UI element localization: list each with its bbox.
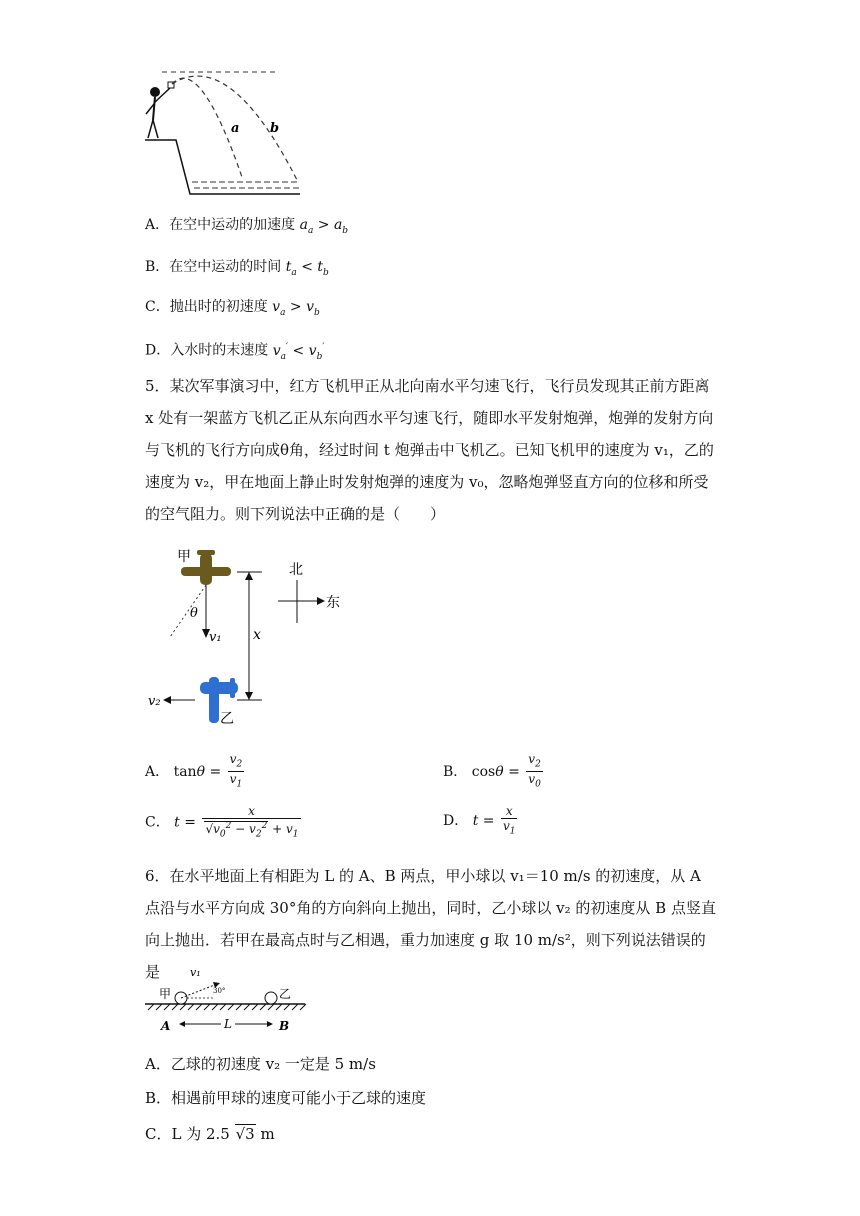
q5-option-b: B． cosθ = $\frac{v_2}{v_0}$	[443, 752, 541, 790]
throw-figure	[140, 62, 310, 198]
label-yi: 乙	[220, 711, 234, 725]
q6-option-c: C．L 为 2.5 √3 m	[145, 1125, 275, 1143]
label-L: L	[224, 1017, 232, 1031]
q5-option-c: C． t = $\frac{x}{√v_0^2 - v_2^2 + v_1}$	[145, 804, 299, 840]
label-B: B	[279, 1019, 290, 1032]
label-jia: 甲	[177, 549, 191, 565]
q4-option-b: B．在空中运动的时间 $t_a < t_b$	[145, 259, 329, 278]
q5-option-a: A． tanθ = $\frac{v_2}{v_1}$	[145, 752, 243, 790]
projectile-figure	[145, 960, 310, 1032]
planes-figure	[145, 545, 360, 725]
label-theta: θ	[190, 606, 198, 621]
label-v1-b: v₁	[190, 966, 201, 979]
q6-option-b: B．相遇前甲球的速度可能小于乙球的速度	[145, 1089, 427, 1107]
label-b: b	[270, 121, 280, 136]
label-yi-b: 乙	[279, 987, 292, 1001]
label-jia-b: 甲	[159, 987, 172, 1001]
q4-option-c: C．抛出时的初速度 $v_a > v_b$	[145, 299, 320, 318]
q5-stem: 5．某次军事演习中，红方飞机甲正从北向南水平匀速飞行，飞行员发现其正前方距离 x 处有一架蓝方飞机乙正从东向西水平匀速飞行，随即水平发射炮弹，炮弹的发射方向与飞机的飞行方向成θ角，经过时间 t 炮弹击中飞机乙。已知飞机甲的速度为 v₁，乙的速度为 v₂，甲在地面上静止时发射炮弹的速度为 v₀，忽略炮弹竖直方向的位移和所受的空气阻力。则下列说法中正确的是（ ）	[145, 377, 714, 523]
q5-option-d: D． t = $\frac{x}{v_1}$	[443, 804, 516, 837]
label-v1: v₁	[209, 630, 222, 645]
q4-option-a: A．在空中运动的加速度 $a_a > a_b$	[145, 217, 349, 236]
q4-option-d: D．入水时的末速度 $v_a' < v_b'$	[145, 342, 325, 362]
q6-stem: 6．在水平地面上有相距为 L 的 A、B 两点，甲小球以 v₁＝10 m/s 的初速度，从 A 点沿与水平方向成 30°角的方向斜向上抛出，同时，乙小球以 v₂ 的初速度从 B 点竖直向上抛出．若甲在最高点时与乙相遇，重力加速度 g 取 10 m/s²，则下列说法错误的是	[145, 867, 716, 981]
label-30deg: 30°	[213, 987, 226, 995]
label-north: 北	[289, 562, 303, 578]
label-v2: v₂	[148, 694, 161, 709]
label-A: A	[161, 1019, 171, 1032]
label-east: 东	[326, 595, 340, 611]
q6-option-a: A．乙球的初速度 v₂ 一定是 5 m/s	[145, 1055, 376, 1073]
label-x: x	[253, 627, 261, 643]
label-a: a	[231, 121, 240, 136]
